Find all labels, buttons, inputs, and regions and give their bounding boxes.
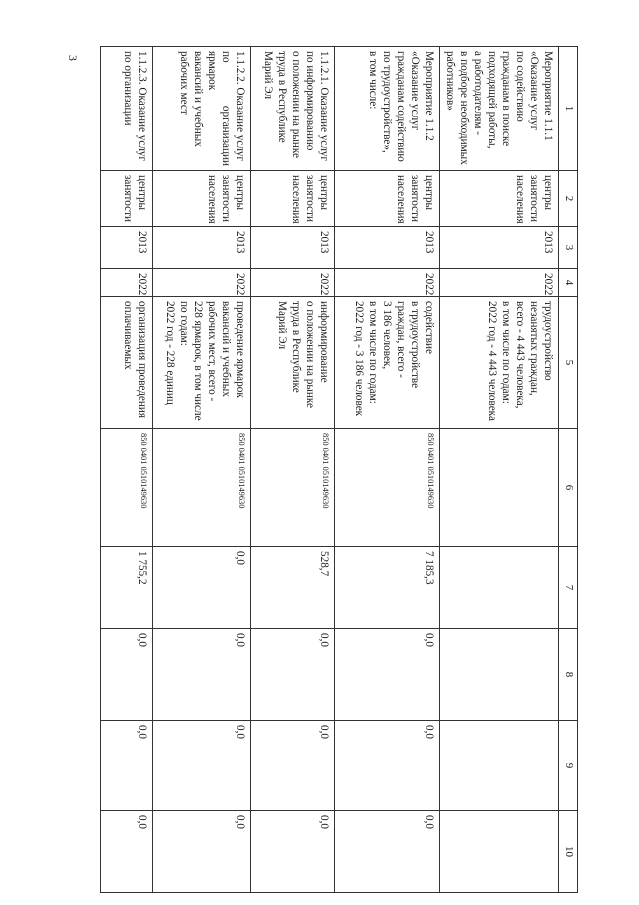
cell-c4: 2022 bbox=[335, 269, 440, 297]
cell-c10: 0,0 bbox=[153, 811, 251, 893]
cell-line: Марий Эл bbox=[262, 51, 275, 100]
cell-line: 2022 год - 228 единиц bbox=[164, 301, 177, 405]
cell-line: незанятых граждан, bbox=[528, 301, 541, 396]
cell-line: по содействию bbox=[514, 51, 527, 122]
cell-c4: 2022 bbox=[251, 269, 335, 297]
header-row bbox=[559, 47, 578, 893]
cell-line: 2022 год - 3 186 человек bbox=[353, 301, 366, 417]
cell-line: центры bbox=[234, 175, 247, 211]
cell-c1 bbox=[101, 47, 153, 171]
cell-line: по организации ярмарок bbox=[206, 51, 233, 166]
cell-line: по годам: bbox=[178, 301, 191, 346]
cell-line: «Оказание услуг bbox=[409, 51, 422, 131]
cell-line: труда в Республике bbox=[276, 51, 289, 143]
cell-line: Мероприятие 1.1.2 bbox=[423, 51, 436, 141]
col-header: 9 bbox=[559, 721, 578, 811]
cell-c4: 2022 bbox=[153, 269, 251, 297]
cell-c7: 0,0 bbox=[153, 547, 251, 629]
program-measures-table bbox=[100, 46, 578, 893]
cell-c9: 0,0 bbox=[335, 721, 440, 811]
cell-c6: 850 0401 0510149630 bbox=[101, 429, 153, 547]
cell-line: вакансий и учебных bbox=[220, 301, 233, 397]
cell-c9: 0,0 bbox=[101, 721, 153, 811]
cell-c10: 0,0 bbox=[101, 811, 153, 893]
cell-line: всего - 4 443 человека, bbox=[514, 301, 527, 409]
cell-c6: 850 0401 0510149630 bbox=[335, 429, 440, 547]
col-header: 5 bbox=[559, 297, 578, 429]
cell-line: «Оказание услуг bbox=[528, 51, 541, 131]
cell-line: в том числе по годам: bbox=[367, 301, 380, 404]
cell-line: рабочих мест bbox=[178, 51, 191, 115]
cell-c8: 0,0 bbox=[335, 629, 440, 721]
cell-line: содействие bbox=[423, 301, 436, 354]
cell-line: вакансий и учебных bbox=[192, 51, 205, 147]
col-header: 3 bbox=[559, 227, 578, 269]
cell-c2 bbox=[440, 171, 559, 227]
cell-c9: 0,0 bbox=[251, 721, 335, 811]
cell-line: информирование bbox=[318, 301, 331, 383]
cell-line: работников» bbox=[444, 51, 457, 111]
cell-line: а работодателям - bbox=[472, 51, 485, 136]
col-header: 1 bbox=[559, 47, 578, 171]
table-row bbox=[101, 47, 153, 893]
cell-line: по трудоустройстве», bbox=[381, 51, 394, 153]
cell-line: по информированию bbox=[304, 51, 317, 151]
cell-c5 bbox=[101, 297, 153, 429]
col-header: 2 bbox=[559, 171, 578, 227]
cell-c1 bbox=[251, 47, 335, 171]
table-row bbox=[153, 47, 251, 893]
cell-line: по организации bbox=[122, 51, 135, 126]
cell-line: рабочих мест, всего - bbox=[206, 301, 219, 402]
cell-line: 3 186 человек, bbox=[381, 301, 394, 370]
cell-line: в трудоустройстве bbox=[409, 301, 422, 389]
cell-c1 bbox=[440, 47, 559, 171]
cell-c5 bbox=[440, 297, 559, 429]
col-header: 6 bbox=[559, 429, 578, 547]
col-header: 4 bbox=[559, 269, 578, 297]
cell-line: Марий Эл bbox=[276, 301, 289, 350]
cell-c10: 0,0 bbox=[335, 811, 440, 893]
page-number: 3 bbox=[66, 55, 80, 61]
cell-line: оплачиваемых bbox=[122, 301, 135, 370]
cell-c2 bbox=[251, 171, 335, 227]
table-container bbox=[122, 46, 578, 892]
cell-line: 1.1.2.3. Оказание услуг bbox=[136, 51, 149, 162]
cell-c1 bbox=[335, 47, 440, 171]
col-header: 10 bbox=[559, 811, 578, 893]
cell-line: населения bbox=[395, 175, 408, 224]
cell-c10: 0,0 bbox=[251, 811, 335, 893]
cell-line: центры bbox=[423, 175, 436, 211]
cell-line: занятости bbox=[122, 175, 135, 222]
cell-line: в подборе необходимых bbox=[458, 51, 471, 165]
cell-line: центры bbox=[136, 175, 149, 211]
cell-c8: 0,0 bbox=[251, 629, 335, 721]
cell-line: занятости bbox=[528, 175, 541, 222]
cell-c7: 528,7 bbox=[251, 547, 335, 629]
cell-line: в том числе: bbox=[367, 51, 380, 110]
cell-c8: 0,0 bbox=[153, 629, 251, 721]
cell-c7 bbox=[440, 547, 559, 629]
cell-line: занятости bbox=[220, 175, 233, 222]
cell-line: занятости bbox=[304, 175, 317, 222]
cell-line: подходящей работы, bbox=[486, 51, 499, 149]
cell-c7: 7 185,3 bbox=[335, 547, 440, 629]
cell-line: 228 ярмарок, в том числе bbox=[192, 301, 205, 421]
cell-c5 bbox=[153, 297, 251, 429]
cell-line: населения bbox=[514, 175, 527, 224]
cell-c3: 2013 bbox=[440, 227, 559, 269]
cell-c6 bbox=[440, 429, 559, 547]
cell-line: центры bbox=[542, 175, 555, 211]
cell-c2 bbox=[101, 171, 153, 227]
cell-c5 bbox=[251, 297, 335, 429]
cell-c3: 2013 bbox=[101, 227, 153, 269]
cell-line: в том числе по годам: bbox=[500, 301, 513, 404]
cell-line: трудоустройство bbox=[542, 301, 555, 381]
cell-line: центры bbox=[318, 175, 331, 211]
cell-line: гражданам содействию bbox=[395, 51, 408, 162]
cell-line: населения bbox=[206, 175, 219, 224]
cell-c5 bbox=[335, 297, 440, 429]
cell-c3: 2013 bbox=[251, 227, 335, 269]
cell-c1 bbox=[153, 47, 251, 171]
cell-c9 bbox=[440, 721, 559, 811]
cell-c4: 2022 bbox=[101, 269, 153, 297]
col-header: 8 bbox=[559, 629, 578, 721]
cell-line: 1.1.2.1. Оказание услуг bbox=[318, 51, 331, 162]
cell-line: гражданам в поиске bbox=[500, 51, 513, 147]
cell-line: Мероприятие 1.1.1 bbox=[542, 51, 555, 141]
cell-line: 2022 год - 4 443 человека bbox=[486, 301, 499, 421]
cell-c8 bbox=[440, 629, 559, 721]
cell-c8: 0,0 bbox=[101, 629, 153, 721]
table-row bbox=[335, 47, 440, 893]
cell-c10 bbox=[440, 811, 559, 893]
cell-c3: 2013 bbox=[335, 227, 440, 269]
table-row bbox=[440, 47, 559, 893]
cell-c9: 0,0 bbox=[153, 721, 251, 811]
col-header: 7 bbox=[559, 547, 578, 629]
cell-c6: 850 0401 0510149630 bbox=[153, 429, 251, 547]
cell-line: граждан, всего - bbox=[395, 301, 408, 378]
cell-c3: 2013 bbox=[153, 227, 251, 269]
cell-c4: 2022 bbox=[440, 269, 559, 297]
cell-line: организация проведения bbox=[136, 301, 149, 419]
table-row bbox=[251, 47, 335, 893]
cell-line: 1.1.2.2. Оказание услуг bbox=[234, 51, 247, 162]
cell-line: о положении на рынке bbox=[304, 301, 317, 408]
cell-line: населения bbox=[290, 175, 303, 224]
cell-c6: 850 0401 0510149630 bbox=[251, 429, 335, 547]
cell-c2 bbox=[153, 171, 251, 227]
cell-c2 bbox=[335, 171, 440, 227]
cell-line: занятости bbox=[409, 175, 422, 222]
cell-line: о положении на рынке bbox=[290, 51, 303, 158]
cell-c7: 1 755,2 bbox=[101, 547, 153, 629]
cell-line: проведение ярмарок bbox=[234, 301, 247, 398]
cell-line: труда в Республике bbox=[290, 301, 303, 393]
